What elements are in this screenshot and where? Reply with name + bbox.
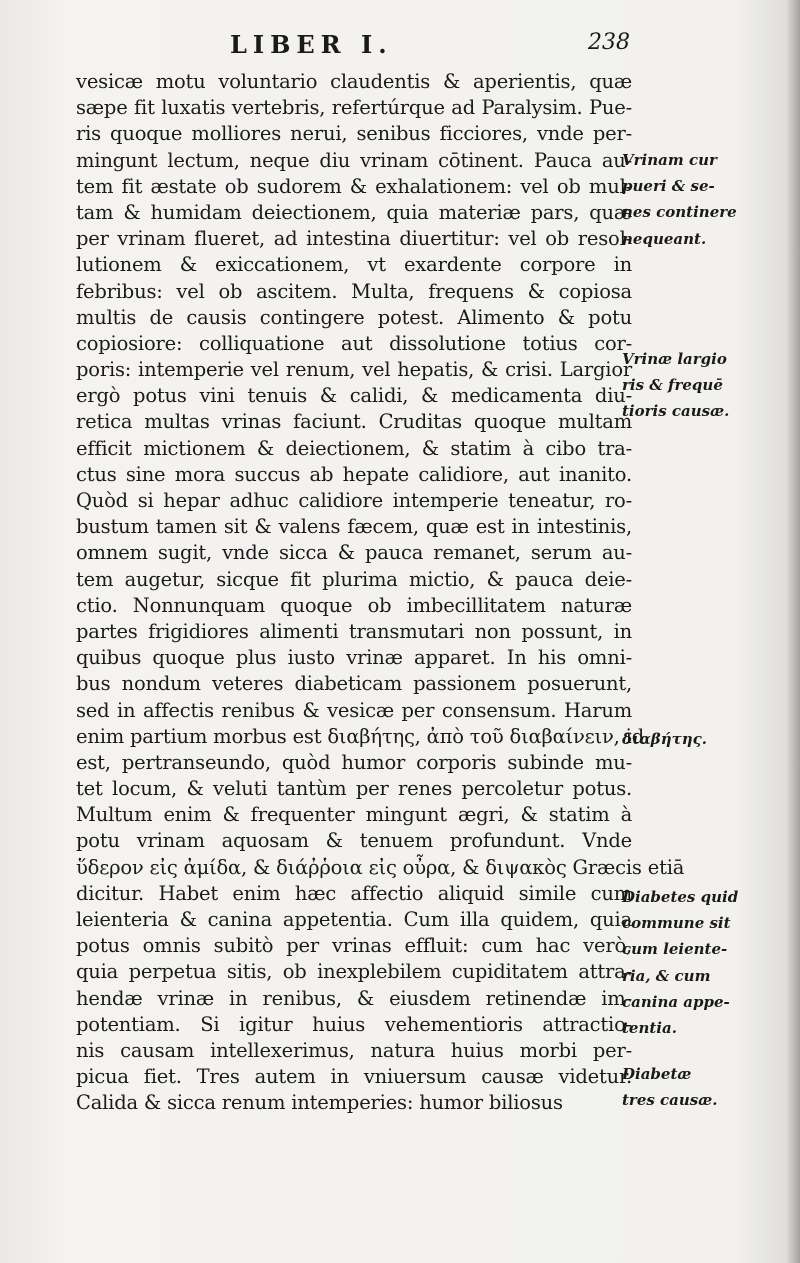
text-line: tam & humidam deiectionem, quia materiæ pars, quæ [76,200,632,224]
running-title: LIBER I. [230,30,393,59]
text-line: ctio. Nonnunquam quoque ob imbecillitatem naturæ [76,593,632,617]
text-line: Calida & sicca renum intemperies: humor biliosus [76,1091,563,1115]
text-line: retica multas vrinas faciunt. Cruditas quoque multam [76,410,632,434]
text-line: hendæ vrinæ in renibus, & eiusdem retinendæ im- [76,986,632,1010]
text-line: ergò potus vini tenuis & calidi, & medicamenta diu- [76,384,632,408]
margin-note-line: tentia. [622,1018,677,1037]
page-number: 238 [588,30,630,55]
margin-note-line: Diabetæ [622,1065,692,1083]
text-line: efficit mictionem & deiectionem, & statim à cibo tra- [76,436,632,460]
margin-note-line: Diabetes quid [622,888,739,906]
margin-note-line: tioris causæ. [622,402,730,421]
margin-note-line: Vrinæ largio [622,350,727,368]
text-line: potu vrinam aquosam & tenuem profundunt. Vnde [76,829,632,853]
margin-note-line: ris & frequē [622,376,723,395]
text-line: lutionem & exiccationem, vt exardente corpore in [76,253,632,277]
margin-note-line: cum leiente- [622,940,728,959]
text-line: potentiam. Si igitur huius vehementioris attractio- [76,1012,632,1036]
margin-note-line: pueri & se- [622,177,715,196]
text-line: ctus sine mora succus ab hepate calidiore, aut inanito. [76,462,632,486]
text-line: multis de causis contingere potest. Alimento & potu [76,305,632,329]
text-line: omnem sugit, vnde sicca & pauca remanet, serum au- [76,541,632,565]
text-line: vesicæ motu voluntario claudentis & aperientis, quæ [76,70,632,93]
margin-note-line: commune sit [622,914,731,933]
margin-note-urine-causes [622,346,772,425]
text-line: ris quoque molliores nerui, senibus ficciores, vnde per- [76,122,632,146]
margin-note-line: nequeant. [622,229,707,248]
page-header [230,30,630,70]
text-line: sæpe fit luxatis vertebris, refertúrque ad Paralysim. Pue- [76,96,632,120]
text-line: febribus: vel ob ascitem. Multa, frequens & copiosa [76,279,632,303]
margin-note-line: tres causæ. [622,1091,718,1110]
text-line: bustum tamen sit & valens fæcem, quæ est in intestinis, [76,515,632,539]
margin-note-line: Vrinam cur [622,151,717,169]
margin-note-line: ria, & cum [622,966,711,985]
text-line: potus omnis subitò per vrinas effluit: cum hac verò, [76,934,632,958]
margin-note-diabetes-compare [622,884,772,1041]
text-line: nis causam intellexerimus, natura huius morbi per- [76,1038,632,1062]
text-line: ὕδερον εἰς ἀμίδα, & διάῤῥοια εἰς οὖρα, & διψακὸς Græcis etiā [76,855,685,879]
text-line: tem augetur, sicque fit plurima mictio, & pauca deie- [76,567,632,591]
text-line: quia perpetua sitis, ob inexplebilem cupiditatem attra- [76,960,632,984]
margin-note-urine-retention [622,147,772,252]
text-line: copiosiore: colliquatione aut dissolutione totius cor- [76,331,632,355]
text-line: bus nondum veteres diabeticam passionem posuerunt, [76,672,632,696]
text-line: sed in affectis renibus & vesicæ per consensum. Harum [76,698,632,722]
text-line: Multum enim & frequenter mingunt ægri, & statim à [76,803,632,827]
margin-note-line: canina appe- [622,992,730,1011]
text-line: Quòd si hepar adhuc calidiore intemperie teneatur, ro- [76,489,632,512]
text-line: poris: intemperie vel renum, vel hepatis, & crisi. Largior [76,358,632,382]
margin-note-diabetes-term [622,726,772,752]
text-line: partes frigidiores alimenti transmutari non possunt, in [76,619,632,643]
margin-note-line: διαβήτης. [622,730,708,748]
text-line: mingunt lectum, neque diu vrinam cōtinent. Pauca au- [76,148,632,172]
text-line: quibus quoque plus iusto vrinæ apparet. In his omni- [76,646,632,670]
margin-note-diabetes-causes [622,1061,772,1113]
text-line: tem fit æstate ob sudorem & exhalationem: vel ob mul- [76,174,632,198]
text-line: tet locum, & veluti tantùm per renes percoletur potus. [76,777,632,801]
margin-note-line: nes continere [622,203,737,222]
text-line: dicitur. Habet enim hæc affectio aliquid simile cum [76,881,632,905]
page-edge-shadow [786,0,800,1263]
text-line: picua fiet. Tres autem in vniuersum causæ videtur. [76,1065,632,1089]
text-line: per vrinam flueret, ad intestina diuertitur: vel ob resol- [76,227,632,251]
text-line: leienteria & canina appetentia. Cum illa quidem, quia [76,908,632,931]
text-line: enim partium morbus est διαβήτης, ἀπὸ τοῦ διαβαίνειν, id [76,724,644,748]
text-line: est, pertranseundo, quòd humor corporis subinde mu- [76,750,632,774]
